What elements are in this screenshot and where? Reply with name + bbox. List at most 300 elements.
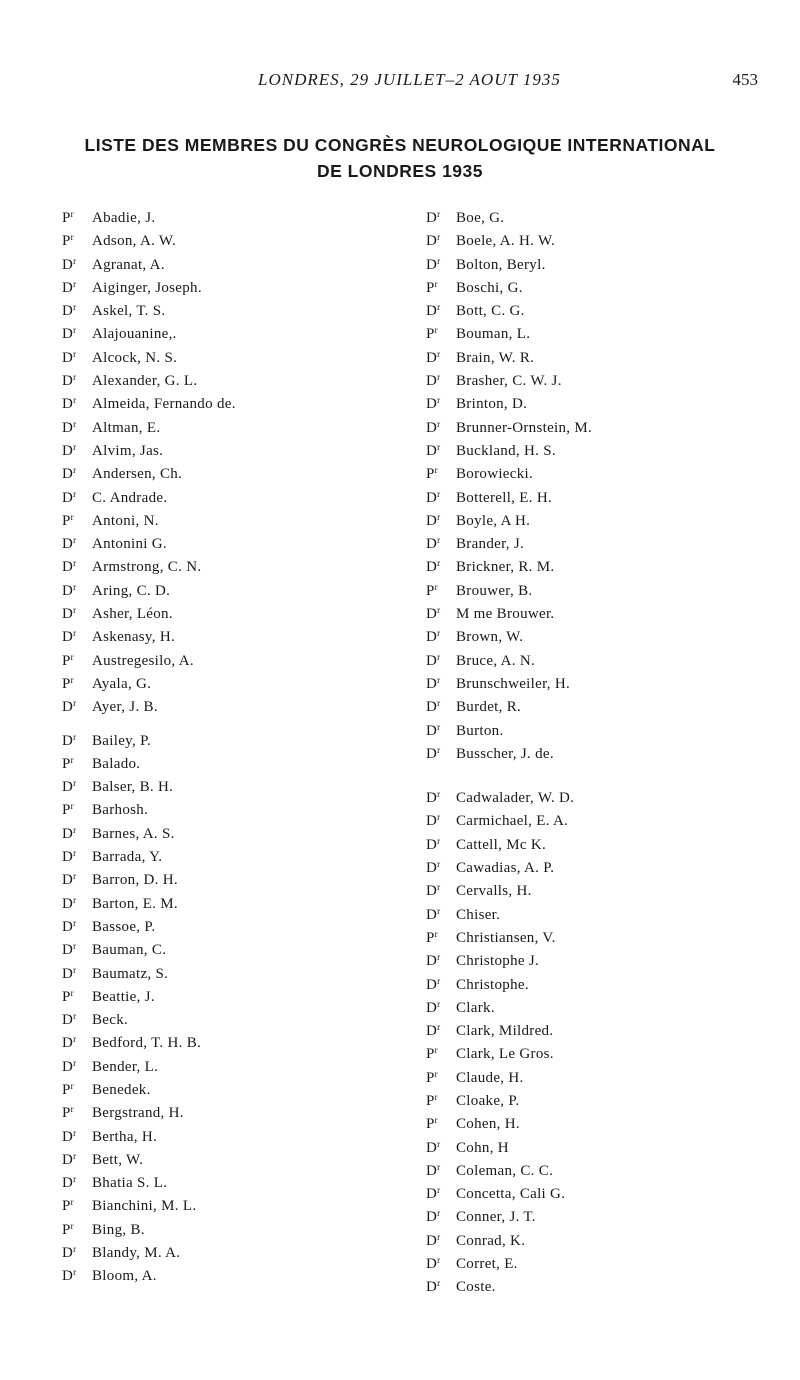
honorific-letter: D (426, 489, 438, 506)
honorific-superscript: r (437, 812, 441, 823)
member-entry (62, 935, 382, 958)
honorific (426, 739, 456, 766)
honorific-superscript: r (73, 278, 77, 289)
member-name: Andersen, Ch. (92, 466, 183, 483)
member-entry (62, 982, 382, 1005)
honorific-letter: D (62, 466, 74, 483)
honorific-letter: D (426, 999, 438, 1016)
member-name: Ayala, G. (92, 675, 152, 692)
honorific (62, 692, 92, 719)
member-name: Austregesilo, A. (92, 652, 194, 669)
honorific-superscript: r (434, 1045, 438, 1056)
member-entry (426, 506, 766, 529)
member-name: Bianchini, M. L. (92, 1198, 197, 1215)
member-name: Bailey, P. (92, 732, 152, 749)
member-entry (426, 296, 766, 319)
honorific-letter: D (426, 836, 438, 853)
honorific-letter: D (426, 722, 438, 739)
honorific-letter: D (62, 606, 74, 623)
member-entry (62, 959, 382, 982)
member-entry (426, 692, 766, 715)
member-entry (62, 1191, 382, 1214)
honorific-letter: D (426, 373, 438, 390)
member-entry (426, 1133, 766, 1156)
honorific-letter: D (426, 953, 438, 970)
member-entry (426, 1156, 766, 1179)
member-entry (426, 923, 766, 946)
page-number: 453 (732, 70, 758, 89)
member-entry (62, 552, 382, 575)
member-name: Clark, Mildred. (456, 1023, 554, 1040)
honorific-superscript: r (70, 511, 74, 522)
member-name: Botterell, E. H. (456, 489, 553, 506)
member-name: Baumatz, S. (92, 965, 169, 982)
honorific-superscript: r (434, 278, 438, 289)
member-entry (426, 946, 766, 969)
member-name: Almeida, Fernando de. (92, 396, 236, 413)
honorific-superscript: r (70, 232, 74, 243)
member-entry (426, 203, 766, 226)
member-entry (62, 749, 382, 772)
member-entry (426, 459, 766, 482)
member-entry (62, 319, 382, 342)
honorific-letter: D (426, 442, 438, 459)
member-name: Aring, C. D. (92, 582, 171, 599)
member-entry (426, 970, 766, 993)
member-name: Armstrong, C. N. (92, 559, 202, 576)
honorific-superscript: r (73, 1150, 77, 1161)
honorific-superscript: r (70, 1104, 74, 1115)
honorific-letter: P (62, 802, 71, 819)
member-entry (62, 1098, 382, 1121)
member-name: Asher, Léon. (92, 606, 173, 623)
member-entry (426, 646, 766, 669)
member-entry (426, 529, 766, 552)
honorific-superscript: r (73, 302, 77, 313)
member-name: Bauman, C. (92, 942, 167, 959)
honorific-letter: D (426, 256, 438, 273)
honorific-letter: D (62, 419, 74, 436)
honorific-superscript: r (437, 789, 441, 800)
member-name: Chiser. (456, 906, 501, 923)
honorific-superscript: r (437, 952, 441, 963)
honorific-superscript: r (73, 348, 77, 359)
honorific-superscript: r (73, 824, 77, 835)
honorific-superscript: r (437, 651, 441, 662)
member-name: Concetta, Cali G. (456, 1186, 566, 1203)
member-name: Altman, E. (92, 419, 161, 436)
member-name: Brown, W. (456, 629, 524, 646)
honorific-letter: D (62, 872, 74, 889)
member-entry (62, 250, 382, 273)
honorific-superscript: r (73, 395, 77, 406)
member-name: Cervalls, H. (456, 883, 532, 900)
honorific-letter: D (426, 233, 438, 250)
member-entry (426, 1039, 766, 1062)
honorific-superscript: r (434, 581, 438, 592)
honorific-letter: P (426, 466, 435, 483)
honorific-letter: D (62, 396, 74, 413)
honorific-superscript: r (437, 1185, 441, 1196)
member-name: Conner, J. T. (456, 1209, 536, 1226)
honorific-letter: P (426, 326, 435, 343)
honorific-superscript: r (437, 835, 441, 846)
section-gap (426, 762, 766, 783)
honorific-superscript: r (437, 441, 441, 452)
member-entry (426, 739, 766, 762)
member-name: Brouwer, B. (456, 582, 533, 599)
honorific-letter: P (62, 755, 71, 772)
member-entry (426, 389, 766, 412)
honorific-letter: P (62, 675, 71, 692)
title-line-2: DE LONDRES 1935 (316, 161, 484, 181)
member-name: Conrad, K. (456, 1232, 526, 1249)
member-entry (62, 366, 382, 389)
member-entry (62, 1122, 382, 1145)
member-name: Balser, B. H. (92, 779, 174, 796)
honorific-superscript: r (73, 325, 77, 336)
honorific-letter: D (62, 1175, 74, 1192)
honorific-superscript: r (73, 1174, 77, 1185)
honorific-superscript: r (73, 731, 77, 742)
member-name: Bertha, H. (92, 1128, 158, 1145)
honorific-letter: D (426, 419, 438, 436)
member-entry (426, 853, 766, 876)
honorific-superscript: r (73, 558, 77, 569)
honorific-superscript: r (437, 721, 441, 732)
honorific-letter: D (62, 965, 74, 982)
member-name: Antonini G. (92, 536, 167, 553)
honorific-superscript: r (437, 1255, 441, 1266)
honorific-superscript: r (73, 964, 77, 975)
member-entry (426, 1063, 766, 1086)
honorific-letter: D (426, 675, 438, 692)
honorific-superscript: r (434, 465, 438, 476)
member-name: Barrada, Y. (92, 849, 163, 866)
member-name: Boe, G. (456, 210, 505, 226)
honorific-superscript: r (70, 209, 74, 219)
member-name: C. Andrade. (92, 489, 168, 506)
member-name: Christophe. (456, 976, 529, 993)
member-name: Antoni, N. (92, 512, 159, 529)
honorific-superscript: r (437, 535, 441, 546)
honorific-letter: D (62, 629, 74, 646)
member-name: Burton. (456, 722, 504, 739)
member-entry (62, 912, 382, 935)
member-name: Bott, C. G. (456, 303, 525, 320)
right-member-column (426, 203, 766, 1296)
member-name: Bloom, A. (92, 1268, 157, 1285)
honorific-superscript: r (437, 905, 441, 916)
honorific-letter: D (426, 745, 438, 762)
honorific-superscript: r (437, 255, 441, 266)
member-name: Askenasy, H. (92, 629, 176, 646)
member-name: Barhosh. (92, 802, 149, 819)
honorific (62, 1261, 92, 1288)
member-name: Alexander, G. L. (92, 373, 198, 390)
honorific-letter: P (426, 1046, 435, 1063)
member-entry (426, 319, 766, 342)
honorific-superscript: r (437, 372, 441, 383)
honorific-superscript: r (437, 975, 441, 986)
honorific-superscript: r (437, 1022, 441, 1033)
member-entry (426, 413, 766, 436)
member-name: Corret, E. (456, 1256, 518, 1273)
member-entry (62, 203, 382, 226)
honorific-superscript: r (434, 325, 438, 336)
member-name: Clark. (456, 999, 495, 1016)
member-entry (62, 865, 382, 888)
member-name: Bett, W. (92, 1151, 144, 1168)
member-name: Brinton, D. (456, 396, 528, 413)
honorific-superscript: r (437, 698, 441, 709)
member-entry (62, 1238, 382, 1261)
member-entry (426, 900, 766, 923)
member-name: Coste. (456, 1279, 496, 1296)
member-entry (62, 1215, 382, 1238)
honorific-superscript: r (70, 674, 74, 685)
member-name: Beck. (92, 1012, 129, 1029)
member-entry (62, 1052, 382, 1075)
honorific-letter: D (426, 606, 438, 623)
honorific-superscript: r (73, 941, 77, 952)
honorific-superscript: r (437, 232, 441, 243)
honorific-letter: D (426, 1232, 438, 1249)
member-entry (62, 599, 382, 622)
honorific-superscript: r (73, 628, 77, 639)
honorific-superscript: r (73, 605, 77, 616)
honorific-superscript: r (434, 1091, 438, 1102)
honorific-letter: D (62, 849, 74, 866)
title-line-1: LISTE DES MEMBRES DU CONGRÈS NEUROLOGIQUE INTERNATIONAL (84, 135, 716, 155)
honorific-superscript: r (73, 917, 77, 928)
honorific-superscript: r (73, 698, 77, 709)
member-entry (62, 273, 382, 296)
member-name: Brickner, R. M. (456, 559, 555, 576)
member-name: Claude, H. (456, 1069, 524, 1086)
honorific-letter: D (426, 1162, 438, 1179)
honorific-letter: D (62, 1012, 74, 1029)
member-name: Boele, A. H. W. (456, 233, 556, 250)
honorific-superscript: r (437, 882, 441, 893)
member-entry (426, 1109, 766, 1132)
member-entry (426, 1249, 766, 1272)
honorific-letter: D (62, 489, 74, 506)
member-name: M me Brouwer. (456, 606, 555, 623)
honorific-letter: D (62, 699, 74, 716)
member-entry (62, 622, 382, 645)
member-entry (62, 506, 382, 529)
member-name: Bruce, A. N. (456, 652, 536, 669)
honorific-superscript: r (437, 1231, 441, 1242)
honorific-superscript: r (437, 511, 441, 522)
honorific-letter: D (62, 779, 74, 796)
honorific-superscript: r (70, 1197, 74, 1208)
honorific-letter: D (62, 256, 74, 273)
honorific-superscript: r (434, 1068, 438, 1079)
member-name: Agranat, A. (92, 256, 165, 273)
honorific-letter: D (426, 790, 438, 807)
honorific-letter: D (426, 559, 438, 576)
honorific-superscript: r (437, 1208, 441, 1219)
member-name: Barton, E. M. (92, 895, 178, 912)
honorific-letter: D (426, 976, 438, 993)
member-name: Cattell, Mc K. (456, 836, 547, 853)
member-entry (426, 993, 766, 1016)
member-entry (426, 622, 766, 645)
honorific-letter: D (62, 582, 74, 599)
document-title (0, 132, 800, 184)
honorific-letter: D (62, 1128, 74, 1145)
honorific-superscript: r (434, 1115, 438, 1126)
member-entry (62, 889, 382, 912)
honorific-superscript: r (73, 441, 77, 452)
honorific-letter: D (426, 652, 438, 669)
member-entry (62, 1005, 382, 1028)
honorific-letter: D (62, 279, 74, 296)
honorific-superscript: r (434, 928, 438, 939)
honorific-superscript: r (73, 871, 77, 882)
honorific-superscript: r (73, 372, 77, 383)
honorific-letter: D (62, 536, 74, 553)
member-entry (426, 1202, 766, 1225)
honorific-letter: D (426, 860, 438, 877)
honorific-letter: D (426, 210, 438, 226)
honorific-superscript: r (73, 488, 77, 499)
honorific-letter: D (62, 732, 74, 749)
page-header (0, 70, 800, 94)
honorific-letter: P (426, 582, 435, 599)
member-name: Bergstrand, H. (92, 1105, 184, 1122)
member-entry (426, 226, 766, 249)
honorific-letter: D (62, 373, 74, 390)
honorific-superscript: r (437, 348, 441, 359)
honorific-superscript: r (437, 1278, 441, 1289)
honorific-superscript: r (437, 302, 441, 313)
member-name: Brunschweiler, H. (456, 675, 571, 692)
honorific-letter: D (426, 813, 438, 830)
running-head: LONDRES, 29 JUILLET–2 AOUT 1935 (258, 70, 561, 89)
member-entry (62, 296, 382, 319)
member-entry (426, 436, 766, 459)
honorific-letter: D (426, 536, 438, 553)
honorific-letter: P (62, 233, 71, 250)
member-entry (426, 876, 766, 899)
member-name: Bing, B. (92, 1221, 145, 1238)
honorific-superscript: r (437, 744, 441, 755)
section-gap (62, 716, 382, 726)
member-entry (62, 226, 382, 249)
honorific-superscript: r (437, 488, 441, 499)
member-name: Christophe J. (456, 953, 540, 970)
honorific-letter: D (426, 512, 438, 529)
member-name: Boyle, A H. (456, 512, 531, 529)
member-name: Blandy, M. A. (92, 1245, 181, 1262)
honorific-letter: P (426, 1069, 435, 1086)
member-entry (426, 366, 766, 389)
honorific-letter: D (62, 942, 74, 959)
member-entry (62, 842, 382, 865)
member-name: Buckland, H. S. (456, 442, 556, 459)
honorific-letter: D (62, 1268, 74, 1285)
honorific-superscript: r (73, 465, 77, 476)
member-entry (62, 726, 382, 749)
honorific-letter: D (426, 883, 438, 900)
member-entry (62, 483, 382, 506)
member-name: Abadie, J. (92, 210, 156, 226)
honorific-superscript: r (73, 1057, 77, 1068)
member-entry (426, 599, 766, 622)
honorific-superscript: r (437, 998, 441, 1009)
member-name: Adson, A. W. (92, 233, 177, 250)
honorific-letter: D (426, 1139, 438, 1156)
member-entry (426, 1272, 766, 1295)
honorific-superscript: r (437, 1138, 441, 1149)
member-entry (426, 669, 766, 692)
honorific-letter: D (62, 825, 74, 842)
member-name: Brunner-Ornstein, M. (456, 419, 593, 436)
honorific-letter: P (426, 1092, 435, 1109)
member-entry (62, 413, 382, 436)
honorific-superscript: r (73, 1127, 77, 1138)
honorific-letter: D (426, 1279, 438, 1296)
honorific-letter: D (426, 349, 438, 366)
honorific-superscript: r (437, 209, 441, 219)
member-name: Clark, Le Gros. (456, 1046, 554, 1063)
honorific-superscript: r (437, 628, 441, 639)
member-name: Brander, J. (456, 536, 525, 553)
honorific-superscript: r (70, 801, 74, 812)
honorific-letter: D (62, 326, 74, 343)
honorific-letter: D (62, 1058, 74, 1075)
member-name: Bolton, Beryl. (456, 256, 546, 273)
member-entry (62, 1028, 382, 1051)
honorific-superscript: r (437, 1161, 441, 1172)
honorific-superscript: r (73, 894, 77, 905)
honorific-letter: P (62, 210, 71, 226)
member-name: Askel, T. S. (92, 303, 166, 320)
member-name: Cadwalader, W. D. (456, 790, 575, 807)
member-entry (62, 795, 382, 818)
member-entry (62, 459, 382, 482)
member-entry (62, 819, 382, 842)
honorific-superscript: r (437, 859, 441, 870)
member-name: Alajouanine,. (92, 326, 177, 343)
member-name: Coleman, C. C. (456, 1162, 554, 1179)
honorific-superscript: r (70, 651, 74, 662)
member-entry (62, 772, 382, 795)
member-name: Aiginger, Joseph. (92, 279, 202, 296)
honorific-letter: D (62, 1151, 74, 1168)
member-name: Bender, L. (92, 1058, 159, 1075)
honorific-letter: P (62, 1198, 71, 1215)
member-name: Barron, D. H. (92, 872, 178, 889)
honorific-letter: D (62, 1245, 74, 1262)
member-name: Bassoe, P. (92, 918, 156, 935)
member-entry (426, 806, 766, 829)
member-name: Busscher, J. de. (456, 745, 554, 762)
honorific-superscript: r (437, 605, 441, 616)
honorific-superscript: r (73, 848, 77, 859)
member-name: Cawadias, A. P. (456, 860, 555, 877)
honorific (426, 1272, 456, 1299)
member-entry (62, 646, 382, 669)
member-entry (62, 343, 382, 366)
member-entry (62, 669, 382, 692)
honorific-letter: D (426, 699, 438, 716)
member-entry (426, 483, 766, 506)
member-entry (426, 552, 766, 575)
